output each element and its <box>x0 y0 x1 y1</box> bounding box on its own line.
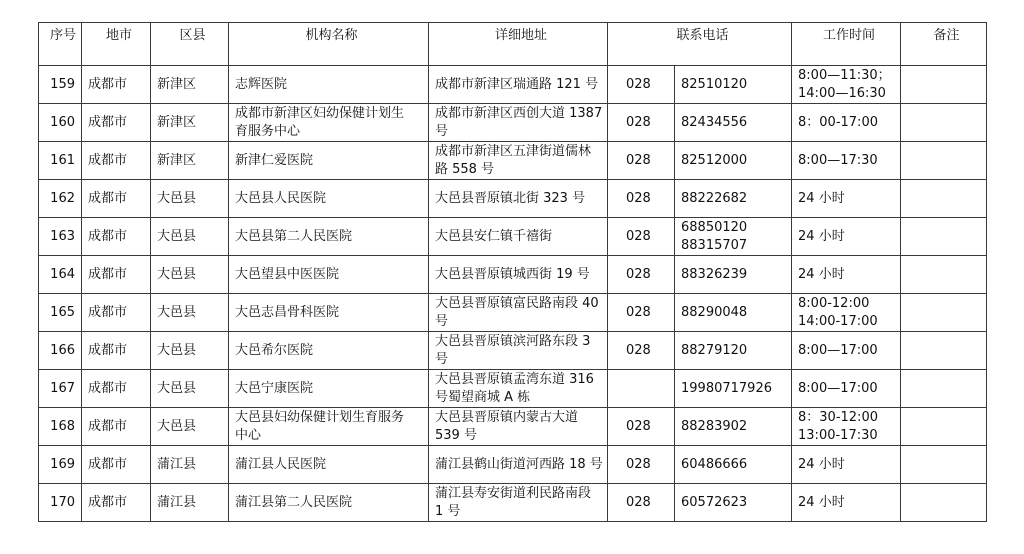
cell-institution-name: 新津仁爱医院 <box>229 142 429 180</box>
cell-hours: 8:00-12:00 14:00-17:00 <box>792 294 901 332</box>
cell-note <box>901 332 987 370</box>
table-header-row <box>39 23 987 66</box>
cell-institution-name: 成都市新津区妇幼保健计划生 育服务中心 <box>229 104 429 142</box>
cell-area-code: 028 <box>608 294 675 332</box>
cell-address: 成都市新津区西创大道 1387 号 <box>429 104 608 142</box>
cell-city: 成都市 <box>82 408 151 446</box>
table-row <box>39 408 987 446</box>
cell-phone: 88222682 <box>675 180 792 218</box>
cell-city: 成都市 <box>82 256 151 294</box>
cell-city: 成都市 <box>82 218 151 256</box>
cell-area-code: 028 <box>608 332 675 370</box>
cell-address: 大邑县晋原镇滨河路东段 3 号 <box>429 332 608 370</box>
table-row <box>39 104 987 142</box>
cell-address: 成都市新津区瑞通路 121 号 <box>429 66 608 104</box>
cell-seq: 164 <box>39 256 82 294</box>
cell-phone: 82510120 <box>675 66 792 104</box>
cell-phone: 68850120 88315707 <box>675 218 792 256</box>
cell-note <box>901 104 987 142</box>
header-phone: 联系电话 <box>608 23 792 66</box>
cell-address: 成都市新津区五津街道儒林 路 558 号 <box>429 142 608 180</box>
cell-hours: 8:00—17:00 <box>792 370 901 408</box>
cell-hours: 24 小时 <box>792 446 901 484</box>
cell-seq: 165 <box>39 294 82 332</box>
cell-seq: 159 <box>39 66 82 104</box>
cell-institution-name: 大邑望县中医医院 <box>229 256 429 294</box>
cell-note <box>901 66 987 104</box>
cell-city: 成都市 <box>82 332 151 370</box>
header-note: 备注 <box>901 23 987 66</box>
cell-note <box>901 218 987 256</box>
cell-city: 成都市 <box>82 142 151 180</box>
cell-county: 大邑县 <box>151 408 229 446</box>
cell-institution-name: 大邑志昌骨科医院 <box>229 294 429 332</box>
cell-note <box>901 180 987 218</box>
table-row <box>39 66 987 104</box>
cell-city: 成都市 <box>82 180 151 218</box>
institution-table <box>38 22 987 522</box>
cell-hours: 8：00-17:00 <box>792 104 901 142</box>
cell-hours: 8:00—17:30 <box>792 142 901 180</box>
cell-address: 大邑县晋原镇城西街 19 号 <box>429 256 608 294</box>
cell-hours: 24 小时 <box>792 180 901 218</box>
cell-phone: 88283902 <box>675 408 792 446</box>
cell-institution-name: 蒲江县人民医院 <box>229 446 429 484</box>
cell-seq: 163 <box>39 218 82 256</box>
header-hours: 工作时间 <box>792 23 901 66</box>
cell-city: 成都市 <box>82 104 151 142</box>
cell-area-code: 028 <box>608 142 675 180</box>
cell-phone: 88326239 <box>675 256 792 294</box>
cell-area-code <box>608 370 675 408</box>
cell-note <box>901 484 987 522</box>
cell-institution-name: 大邑县人民医院 <box>229 180 429 218</box>
table-body <box>39 23 987 522</box>
cell-address: 大邑县晋原镇富民路南段 40 号 <box>429 294 608 332</box>
cell-institution-name: 大邑宁康医院 <box>229 370 429 408</box>
cell-county: 蒲江县 <box>151 446 229 484</box>
cell-county: 大邑县 <box>151 180 229 218</box>
cell-county: 蒲江县 <box>151 484 229 522</box>
cell-city: 成都市 <box>82 446 151 484</box>
cell-area-code: 028 <box>608 446 675 484</box>
cell-institution-name: 蒲江县第二人民医院 <box>229 484 429 522</box>
cell-hours: 24 小时 <box>792 218 901 256</box>
cell-address: 大邑县晋原镇孟湾东道 316 号蜀望商城 A 栋 <box>429 370 608 408</box>
header-name: 机构名称 <box>229 23 429 66</box>
cell-seq: 167 <box>39 370 82 408</box>
cell-hours: 8:00—11:30； 14:00—16:30 <box>792 66 901 104</box>
cell-county: 大邑县 <box>151 294 229 332</box>
cell-seq: 161 <box>39 142 82 180</box>
cell-institution-name: 大邑县妇幼保健计划生育服务 中心 <box>229 408 429 446</box>
cell-area-code: 028 <box>608 104 675 142</box>
cell-county: 大邑县 <box>151 256 229 294</box>
table-row <box>39 332 987 370</box>
cell-county: 大邑县 <box>151 218 229 256</box>
cell-note <box>901 294 987 332</box>
cell-city: 成都市 <box>82 370 151 408</box>
cell-phone: 19980717926 <box>675 370 792 408</box>
table-row <box>39 446 987 484</box>
cell-seq: 169 <box>39 446 82 484</box>
cell-note <box>901 256 987 294</box>
cell-city: 成都市 <box>82 484 151 522</box>
table-row <box>39 256 987 294</box>
table-row <box>39 142 987 180</box>
cell-county: 新津区 <box>151 66 229 104</box>
header-city: 地市 <box>82 23 151 66</box>
cell-phone: 88279120 <box>675 332 792 370</box>
cell-seq: 170 <box>39 484 82 522</box>
table-row <box>39 218 987 256</box>
cell-address: 大邑县晋原镇北街 323 号 <box>429 180 608 218</box>
cell-seq: 168 <box>39 408 82 446</box>
table-row <box>39 484 987 522</box>
cell-phone: 60486666 <box>675 446 792 484</box>
cell-area-code: 028 <box>608 408 675 446</box>
table-row <box>39 370 987 408</box>
cell-note <box>901 408 987 446</box>
header-seq: 序号 <box>39 23 82 66</box>
cell-address: 大邑县安仁镇千禧街 <box>429 218 608 256</box>
cell-area-code: 028 <box>608 66 675 104</box>
cell-seq: 162 <box>39 180 82 218</box>
header-county: 区县 <box>151 23 229 66</box>
cell-hours: 24 小时 <box>792 484 901 522</box>
cell-institution-name: 大邑县第二人民医院 <box>229 218 429 256</box>
cell-area-code: 028 <box>608 256 675 294</box>
cell-county: 新津区 <box>151 104 229 142</box>
cell-phone: 82512000 <box>675 142 792 180</box>
cell-phone: 88290048 <box>675 294 792 332</box>
cell-phone: 82434556 <box>675 104 792 142</box>
cell-area-code: 028 <box>608 218 675 256</box>
cell-institution-name: 大邑希尔医院 <box>229 332 429 370</box>
cell-area-code: 028 <box>608 484 675 522</box>
cell-seq: 160 <box>39 104 82 142</box>
cell-hours: 8：30-12:00 13:00-17:30 <box>792 408 901 446</box>
cell-seq: 166 <box>39 332 82 370</box>
cell-address: 蒲江县鹤山街道河西路 18 号 <box>429 446 608 484</box>
cell-county: 大邑县 <box>151 370 229 408</box>
cell-county: 新津区 <box>151 142 229 180</box>
cell-county: 大邑县 <box>151 332 229 370</box>
cell-area-code: 028 <box>608 180 675 218</box>
cell-city: 成都市 <box>82 294 151 332</box>
cell-phone: 60572623 <box>675 484 792 522</box>
cell-city: 成都市 <box>82 66 151 104</box>
cell-address: 蒲江县寿安街道利民路南段 1 号 <box>429 484 608 522</box>
cell-address: 大邑县晋原镇内蒙古大道 539 号 <box>429 408 608 446</box>
cell-hours: 8:00—17:00 <box>792 332 901 370</box>
table-row <box>39 180 987 218</box>
cell-note <box>901 142 987 180</box>
header-address: 详细地址 <box>429 23 608 66</box>
table-row <box>39 294 987 332</box>
cell-note <box>901 446 987 484</box>
cell-note <box>901 370 987 408</box>
cell-hours: 24 小时 <box>792 256 901 294</box>
cell-institution-name: 志辉医院 <box>229 66 429 104</box>
